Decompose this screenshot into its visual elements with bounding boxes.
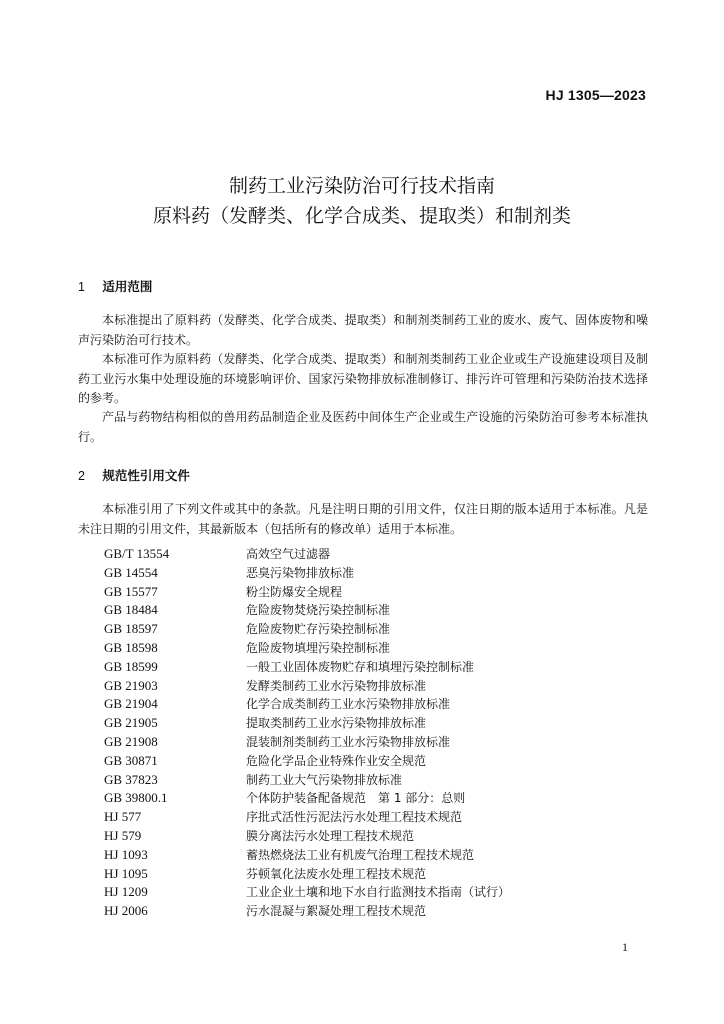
reference-code: HJ 1209 (104, 884, 148, 900)
reference-title: 危险废物填埋污染控制标准 (246, 640, 391, 655)
reference-title: 提取类制药工业水污染物排放标准 (246, 716, 427, 731)
reference-item (104, 639, 624, 658)
reference-title: 工业企业土壤和地下水自行监测技术指南（试行） (246, 885, 511, 900)
reference-code: GB 18484 (104, 602, 158, 618)
reference-list (104, 545, 624, 921)
reference-title: 危险化学品企业特殊作业安全规范 (246, 753, 427, 768)
reference-code: GB 21908 (104, 733, 158, 749)
paragraph: 产品与药物结构相似的兽用药品制造企业及医药中间体生产企业或生产设施的污染防治可参考本标准执行。 (78, 410, 648, 444)
reference-code: GB 21905 (104, 715, 158, 731)
reference-title: 粉尘防爆安全规程 (246, 584, 343, 599)
reference-code: GB 18597 (104, 621, 158, 637)
reference-item (104, 545, 624, 564)
reference-item (104, 752, 624, 771)
reference-title: 混装制剂类制药工业水污染物排放标准 (246, 734, 451, 749)
section-heading-scope (78, 277, 152, 295)
reference-code: GB 18598 (104, 639, 158, 655)
reference-code: GB 18599 (104, 658, 158, 674)
reference-item (104, 583, 624, 602)
reference-item (104, 695, 624, 714)
section-heading-text: 适用范围 (102, 279, 153, 294)
reference-code: GB/T 13554 (104, 546, 170, 561)
reference-item (104, 827, 624, 846)
section-number: 1 (78, 280, 85, 294)
reference-title: 高效空气过滤器 (246, 547, 331, 561)
section-heading-normative-references (78, 466, 190, 484)
document-title-line2: 原料药（发酵类、化学合成类、提取类）和制剂类 (152, 205, 571, 227)
reference-title: 发酵类制药工业水污染物排放标准 (246, 678, 427, 693)
reference-title: 蓄热燃烧法工业有机废气治理工程技术规范 (246, 847, 475, 862)
reference-code: GB 14554 (104, 564, 158, 580)
reference-code: HJ 577 (104, 809, 142, 825)
reference-title: 危险废物焚烧污染控制标准 (246, 603, 391, 618)
reference-item (104, 771, 624, 790)
reference-item (104, 846, 624, 865)
reference-title: 制药工业大气污染物排放标准 (246, 772, 403, 787)
reference-item (104, 883, 624, 902)
paragraph: 本标准提出了原料药（发酵类、化学合成类、提取类）和制剂类制药工业的废水、废气、固体废物和噪声污染防治可行技术。 (78, 313, 648, 347)
section-number: 2 (78, 469, 85, 483)
reference-item (104, 902, 624, 921)
reference-item (104, 733, 624, 752)
reference-title: 恶臭污染物排放标准 (246, 565, 355, 580)
reference-title: 个体防护装备配备规范 第 1 部分：总则 (246, 791, 466, 806)
standard-code: HJ 1305—2023 (545, 87, 646, 103)
reference-code: GB 15577 (104, 583, 158, 599)
reference-item (104, 677, 624, 696)
reference-code: HJ 579 (104, 827, 142, 843)
reference-item (104, 620, 624, 639)
reference-title: 化学合成类制药工业水污染物排放标准 (246, 697, 451, 712)
reference-code: GB 39800.1 (104, 790, 168, 806)
reference-item (104, 808, 624, 827)
reference-item (104, 714, 624, 733)
reference-code: GB 21903 (104, 677, 158, 693)
reference-code: GB 37823 (104, 771, 158, 787)
reference-title: 膜分离法污水处理工程技术规范 (246, 828, 415, 843)
document-title-line1: 制药工业污染防治可行技术指南 (228, 175, 495, 197)
reference-title: 芬顿氧化法废水处理工程技术规范 (246, 866, 427, 881)
paragraph: 本标准可作为原料药（发酵类、化学合成类、提取类）和制剂类制药工业企业或生产设施建设项目及制药工业污水集中处理设施的环境影响评价、国家污染物排放标准制修订、排污许可管理和污染防治技术选择的参考。 (78, 352, 648, 405)
paragraph: 本标准引用了下列文件或其中的条款。凡是注明日期的引用文件，仅注日期的版本适用于本标准。凡是未注日期的引用文件，其最新版本（包括所有的修改单）适用于本标准。 (78, 502, 648, 536)
reference-code: GB 30871 (104, 752, 158, 768)
reference-title: 危险废物贮存污染控制标准 (246, 622, 391, 637)
reference-item (104, 658, 624, 677)
reference-item (104, 601, 624, 620)
reference-code: GB 21904 (104, 696, 158, 712)
reference-code: HJ 2006 (104, 903, 148, 919)
reference-item (104, 564, 624, 583)
section-heading-text: 规范性引用文件 (102, 468, 190, 483)
reference-item (104, 865, 624, 884)
reference-title: 污水混凝与絮凝处理工程技术规范 (246, 904, 427, 919)
reference-title: 序批式活性污泥法污水处理工程技术规范 (246, 810, 463, 825)
reference-code: HJ 1093 (104, 846, 148, 862)
page-number: 1 (622, 940, 628, 954)
reference-code: HJ 1095 (104, 865, 148, 881)
reference-title: 一般工业固体废物贮存和填埋污染控制标准 (246, 659, 475, 674)
reference-item (104, 789, 624, 808)
